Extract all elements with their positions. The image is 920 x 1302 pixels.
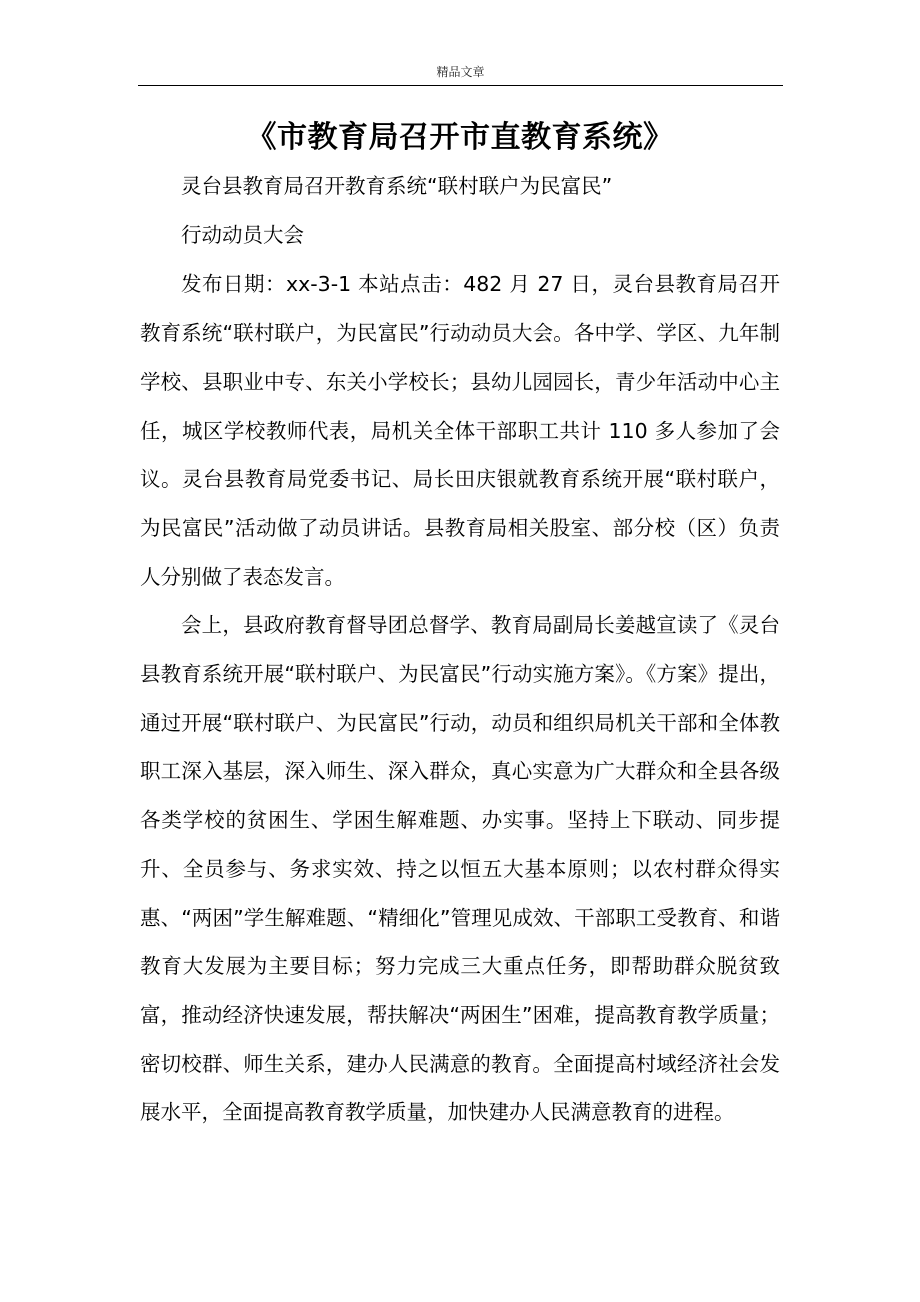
page-header: 精品文章: [138, 60, 783, 86]
body-paragraph-1: 发布日期：xx-3-1 本站点击：482 月 27 日，灵台县教育局召开教育系统“联村联户，为民富民”行动动员大会。各中学、学区、九年制学校、县职业中专、东关小学校长；县幼儿园园长，青少年活动中心主任，城区学校教师代表，局机关全体干部职工共计 110 多人参加了会议。灵台县教育局党委书记、局长田庆银就教育系统开展“联村联户，为民富民”活动做了动员讲话。县教育局相关股室、部分校（区）负责人分别做了表态发言。: [140, 272, 780, 589]
body-paragraph-2: 会上，县政府教育督导团总督学、教育局副局长姜越宣读了《灵台县教育系统开展“联村联户、为民富民”行动实施方案》。《方案》提出，通过开展“联村联户、为民富民”行动，动员和组织局机关干部和全体教职工深入基层，深入师生、深入群众，真心实意为广大群众和全县各级各类学校的贫困生、学困生解难题、办实事。坚持上下联动、同步提升、全员参与、务求实效、持之以恒五大基本原则；以农村群众得实惠、“两困”学生解难题、“精细化”管理见成效、干部职工受教育、和谐教育大发展为主要目标；努力完成三大重点任务，即帮助群众脱贫致富，推动经济快速发展，帮扶解决“两困生”困难，提高教育教学质量；密切校群、师生关系，建办人民满意的教育。全面提高村域经济社会发展水平，全面提高教育教学质量，加快建办人民满意教育的进程。: [140, 613, 780, 1125]
document-title: 《市教育局召开市直教育系统》: [246, 120, 674, 155]
subtitle-line-2: 行动动员大会: [181, 223, 304, 248]
document-body: [140, 162, 780, 1137]
subtitle-line-1: 灵台县教育局召开教育系统“联村联户为民富民”: [181, 174, 613, 198]
